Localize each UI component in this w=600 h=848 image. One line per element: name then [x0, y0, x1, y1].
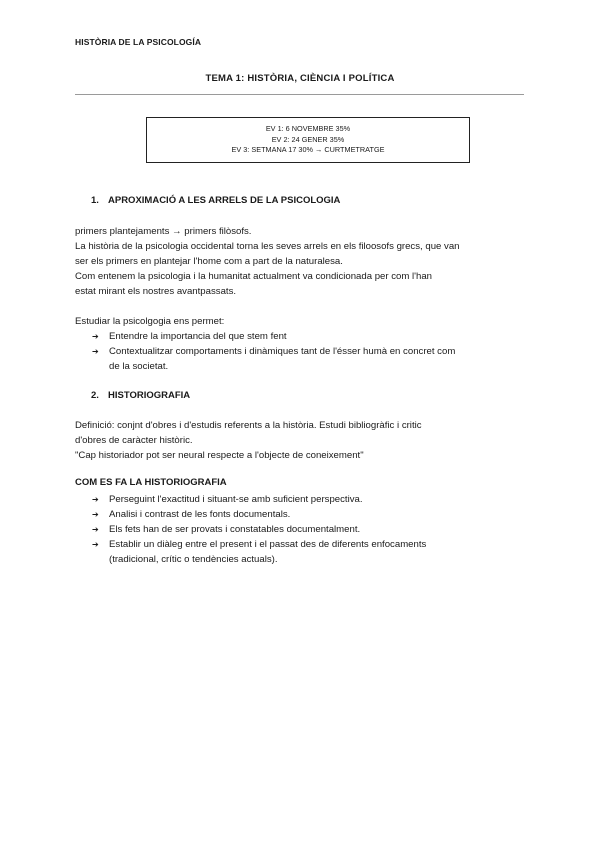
list-item	[92, 537, 532, 567]
text-line: ser els primers en plantejar l'home com a part de la naturalesa.	[75, 256, 343, 267]
text-line: Estudiar la psicolgogia ens permet:	[75, 316, 225, 327]
evaluation-line: EV 3: SETMANA 17 30% → CURTMETRATGE	[231, 145, 385, 155]
text-line: d'obres de caràcter històric.	[75, 435, 193, 446]
evaluation-box	[146, 117, 470, 163]
section-1-heading	[91, 195, 340, 206]
running-header: HISTÒRIA DE LA PSICOLOGÍA	[75, 37, 202, 47]
section-1-paragraph	[75, 224, 535, 299]
list-item	[92, 344, 532, 374]
section-number: 1.	[91, 195, 99, 206]
evaluation-line: EV 1: 6 NOVEMBRE 35%	[265, 124, 351, 134]
text-line: estat mirant els nostres avantpassats.	[75, 286, 237, 297]
section-2-paragraph	[75, 418, 535, 463]
text-line: La història de la psicologia occidental torna les seves arrels en els filoosofs grecs, que van	[75, 241, 460, 252]
section-title: HISTORIOGRAFIA	[108, 390, 191, 401]
text-line: Analisi i contrast de les fonts documentals.	[109, 509, 291, 520]
text-line: Contextualitzar comportaments i dinàmiques tant de l'ésser humà en concret com	[109, 346, 456, 357]
arrow-bullet-icon: ➔	[92, 332, 99, 341]
text-line: (tradicional, crític o tendències actuals).	[109, 554, 278, 565]
list-item	[92, 507, 532, 522]
list-item	[92, 492, 532, 507]
section-title: APROXIMACIÓ A LES ARRELS DE LA PSICOLOGIA	[108, 195, 341, 206]
text-line: Entendre la importancia del que stem fent	[109, 331, 287, 342]
list-item	[92, 522, 532, 537]
historiography-subheading: COM ES FA LA HISTORIOGRAFIA	[75, 477, 227, 488]
section-2-heading	[91, 390, 190, 401]
text-line: "Cap historiador pot ser neural respecte a l'objecte de coneixement"	[75, 450, 364, 461]
text-line: de la societat.	[109, 361, 169, 372]
title-divider	[75, 94, 524, 95]
arrow-bullet-icon: ➔	[92, 495, 99, 504]
text-line: Establir un diàleg entre el present i el passat des de diferents enfocaments	[109, 539, 427, 550]
section-2-bullet-list	[92, 492, 532, 567]
text-line: Definició: conjnt d'obres i d'estudis referents a la història. Estudi bibliogràfic i critic	[75, 420, 422, 431]
text-line: Perseguint l'exactitud i situant-se amb suficient perspectiva.	[109, 494, 363, 505]
arrow-bullet-icon: ➔	[92, 525, 99, 534]
evaluation-line: EV 2: 24 GENER 35%	[271, 134, 345, 144]
list-item	[92, 329, 532, 344]
section-1-bullet-list	[92, 329, 532, 374]
arrow-bullet-icon: ➔	[92, 540, 99, 549]
arrow-bullet-icon: ➔	[92, 510, 99, 519]
arrow-bullet-icon: ➔	[92, 347, 99, 356]
text-line: Com entenem la psicologia i la humanitat actualment va condicionada per com l'han	[75, 271, 433, 282]
section-number: 2.	[91, 390, 99, 401]
text-line: primers plantejaments → primers filòsofs.	[75, 226, 252, 237]
text-line: Els fets han de ser provats i constatables documentalment.	[109, 524, 361, 535]
document-title: TEMA 1: HISTÒRIA, CIÈNCIA I POLÍTICA	[205, 73, 395, 84]
section-1-intro-line	[75, 314, 535, 329]
